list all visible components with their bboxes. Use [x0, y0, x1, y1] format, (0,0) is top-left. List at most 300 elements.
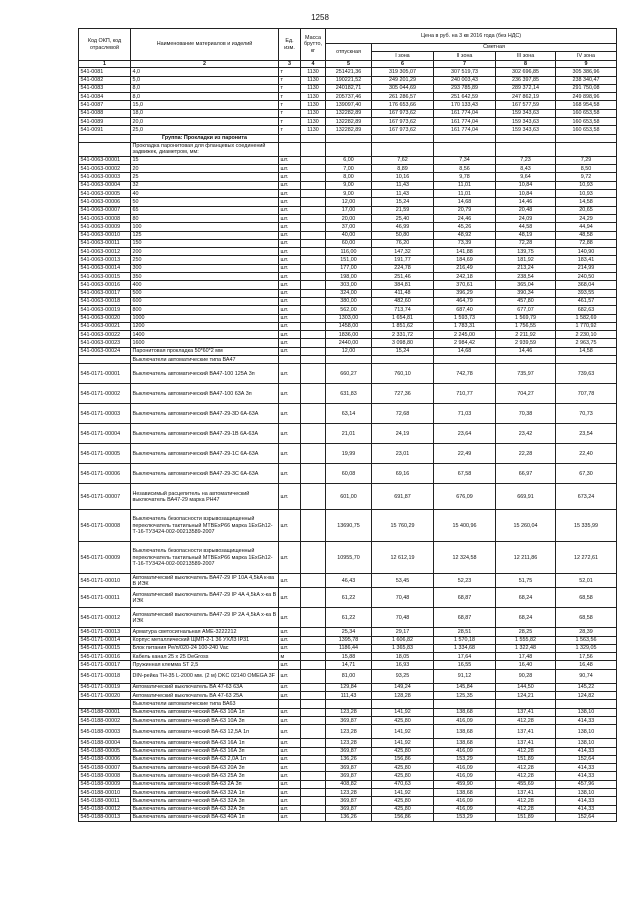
- price-zone3-cell: 1 555,82: [496, 636, 556, 644]
- price-zone2-cell: 242,18: [434, 273, 496, 281]
- name-cell: 125: [131, 231, 279, 239]
- name-cell: 5,0: [131, 76, 279, 84]
- price-zone3-cell: 365,04: [496, 281, 556, 289]
- price-zone1-cell: 425,80: [372, 772, 434, 780]
- mass-cell: [301, 181, 326, 189]
- price-zone2-cell: 161 774,04: [434, 126, 496, 134]
- table-row: [79, 126, 617, 134]
- price-zone1-cell: 425,80: [372, 805, 434, 813]
- price-otpusk-cell: 324,00: [326, 289, 372, 297]
- price-zone4-cell: 9,72: [556, 173, 617, 181]
- price-zone4-cell: 67,30: [556, 464, 617, 484]
- empty-cell: [326, 134, 372, 142]
- price-zone3-cell: 247 862,19: [496, 93, 556, 101]
- table-row: [79, 101, 617, 109]
- price-otpusk-cell: 37,00: [326, 223, 372, 231]
- price-otpusk-cell: 123,28: [326, 789, 372, 797]
- unit-cell: шт.: [279, 755, 301, 763]
- table-row: [79, 322, 617, 330]
- code-cell: 545-0171-00010: [79, 574, 131, 588]
- price-zone1-cell: 1 606,82: [372, 636, 434, 644]
- name-cell: 600: [131, 297, 279, 305]
- price-zone4-cell: 17,56: [556, 653, 617, 661]
- empty-cell: [301, 356, 326, 364]
- price-zone3-cell: 151,89: [496, 755, 556, 763]
- code-cell: 541-0063-00015: [79, 273, 131, 281]
- table-row: [79, 716, 617, 724]
- unit-cell: м: [279, 653, 301, 661]
- price-zone1-cell: 12 612,19: [372, 542, 434, 574]
- mass-cell: [301, 156, 326, 164]
- unit-cell: шт.: [279, 692, 301, 700]
- name-cell: Пружинная клемма ST 2,5: [131, 661, 279, 669]
- price-otpusk-cell: 132282,89: [326, 117, 372, 125]
- empty-cell: [326, 142, 372, 156]
- name-cell: Автоматический выключатель ВА47-29 IP 2А 4,5kA х-ка В ИЭК: [131, 608, 279, 628]
- price-zone3-cell: 412,28: [496, 805, 556, 813]
- mass-cell: [301, 231, 326, 239]
- code-cell: 545-0171-00017: [79, 661, 131, 669]
- table-row: [79, 747, 617, 755]
- price-otpusk-cell: 123,28: [326, 708, 372, 716]
- table-row: [79, 542, 617, 574]
- name-cell: 1600: [131, 339, 279, 347]
- name-cell: Выключатель автомати-ческий ВА-63 32А 3п: [131, 805, 279, 813]
- unit-cell: шт.: [279, 214, 301, 222]
- price-zone1-cell: 167 973,62: [372, 117, 434, 125]
- price-zone1-cell: 425,80: [372, 764, 434, 772]
- index-row: [79, 61, 617, 68]
- table-row: [79, 248, 617, 256]
- name-cell: 15: [131, 156, 279, 164]
- table-row: [79, 404, 617, 424]
- code-cell: 545-0171-00004: [79, 424, 131, 444]
- price-zone1-cell: 425,80: [372, 716, 434, 724]
- mass-cell: [301, 772, 326, 780]
- price-zone4-cell: 15 335,99: [556, 510, 617, 542]
- name-cell: Выключатель автоматический ВА47-100 63А 3п: [131, 384, 279, 404]
- price-zone3-cell: 22,28: [496, 444, 556, 464]
- price-zone2-cell: 9,78: [434, 173, 496, 181]
- empty-cell: [434, 700, 496, 708]
- price-zone2-cell: 138,68: [434, 708, 496, 716]
- code-cell: 541-0082: [79, 76, 131, 84]
- name-cell: Кабель канал 25 х 25 DeGross: [131, 653, 279, 661]
- name-cell: Арматура светосигнальная АМЕ-3222212: [131, 628, 279, 636]
- table-row: [79, 484, 617, 510]
- index-cell: 9: [556, 61, 617, 68]
- unit-cell: шт.: [279, 181, 301, 189]
- price-zone1-cell: 25,40: [372, 214, 434, 222]
- table-row: [79, 708, 617, 716]
- unit-cell: шт.: [279, 797, 301, 805]
- price-zone3-cell: 48,19: [496, 231, 556, 239]
- price-otpusk-cell: 369,87: [326, 764, 372, 772]
- price-zone1-cell: 70,48: [372, 608, 434, 628]
- unit-cell: шт.: [279, 574, 301, 588]
- price-zone2-cell: 52,23: [434, 574, 496, 588]
- table-row: [79, 424, 617, 444]
- price-zone2-cell: 15 400,96: [434, 510, 496, 542]
- empty-cell: [301, 134, 326, 142]
- unit-cell: шт.: [279, 339, 301, 347]
- mass-cell: [301, 190, 326, 198]
- price-otpusk-cell: 111,43: [326, 692, 372, 700]
- price-zone1-cell: 76,20: [372, 239, 434, 247]
- mass-cell: [301, 239, 326, 247]
- header-zone-3: III зона: [496, 52, 556, 61]
- name-cell: Выключатель автоматический ВА47-29-1С 6А-63А: [131, 444, 279, 464]
- name-cell: 250: [131, 256, 279, 264]
- price-zone2-cell: 17,64: [434, 653, 496, 661]
- code-cell: 541-0087: [79, 101, 131, 109]
- index-cell: 2: [131, 61, 279, 68]
- price-otpusk-cell: 139097,40: [326, 101, 372, 109]
- table-row: [79, 306, 617, 314]
- price-zone3-cell: 412,28: [496, 716, 556, 724]
- price-zone1-cell: 24,19: [372, 424, 434, 444]
- price-zone4-cell: 414,33: [556, 747, 617, 755]
- header-zone-4: IV зона: [556, 52, 617, 61]
- price-zone3-cell: 124,21: [496, 692, 556, 700]
- price-otpusk-cell: 7,00: [326, 165, 372, 173]
- code-cell: 545-0171-00008: [79, 510, 131, 542]
- name-cell: Автоматический выключатель ВА47-29 IP 4А 4,5kA х-ка В ИЭК: [131, 588, 279, 608]
- price-zone2-cell: 293 785,89: [434, 84, 496, 92]
- price-zone4-cell: 7,29: [556, 156, 617, 164]
- price-zone4-cell: 707,78: [556, 384, 617, 404]
- table-row: [79, 653, 617, 661]
- empty-cell: [326, 700, 372, 708]
- mass-cell: [301, 780, 326, 788]
- price-zone2-cell: 1 334,68: [434, 644, 496, 652]
- mass-cell: [301, 464, 326, 484]
- mass-cell: [301, 424, 326, 444]
- empty-cell: [301, 700, 326, 708]
- mass-cell: [301, 636, 326, 644]
- header-smetnaya: Сметная: [372, 44, 617, 52]
- price-zone1-cell: 141,92: [372, 789, 434, 797]
- mass-cell: [301, 264, 326, 272]
- price-zone1-cell: 21,59: [372, 206, 434, 214]
- price-otpusk-cell: 408,82: [326, 780, 372, 788]
- unit-cell: шт.: [279, 289, 301, 297]
- table-row: [79, 644, 617, 652]
- unit-cell: шт.: [279, 725, 301, 739]
- price-zone1-cell: 147,32: [372, 248, 434, 256]
- unit-cell: шт.: [279, 444, 301, 464]
- unit-cell: шт.: [279, 165, 301, 173]
- unit-cell: шт.: [279, 306, 301, 314]
- price-zone3-cell: 10,84: [496, 190, 556, 198]
- price-zone4-cell: 138,10: [556, 708, 617, 716]
- price-zone3-cell: 213,24: [496, 264, 556, 272]
- name-cell: 25,0: [131, 126, 279, 134]
- price-zone3-cell: 412,28: [496, 772, 556, 780]
- group-title-ba47: Выключатели автоматические типа ВА47: [131, 356, 279, 364]
- table-row: [79, 764, 617, 772]
- price-zone4-cell: 461,57: [556, 297, 617, 305]
- table-row: [79, 739, 617, 747]
- mass-cell: [301, 223, 326, 231]
- price-otpusk-cell: 2440,00: [326, 339, 372, 347]
- code-cell: 545-0188-00001: [79, 708, 131, 716]
- price-otpusk-cell: 123,28: [326, 739, 372, 747]
- price-zone4-cell: 168 954,58: [556, 101, 617, 109]
- mass-cell: 1130: [301, 68, 326, 76]
- price-zone1-cell: 72,68: [372, 404, 434, 424]
- header-price-title: Цена в руб. на 3 кв 2016 года (без НДС): [326, 29, 617, 44]
- code-cell: 541-0063-00011: [79, 239, 131, 247]
- name-cell: 80: [131, 214, 279, 222]
- price-otpusk-cell: 660,27: [326, 364, 372, 384]
- price-zone4-cell: 305 386,96: [556, 68, 617, 76]
- mass-cell: 1130: [301, 84, 326, 92]
- price-zone3-cell: 457,80: [496, 297, 556, 305]
- mass-cell: [301, 805, 326, 813]
- price-zone2-cell: 464,79: [434, 297, 496, 305]
- unit-cell: шт.: [279, 789, 301, 797]
- code-cell: 541-0063-00003: [79, 173, 131, 181]
- code-cell: 545-0171-00011: [79, 588, 131, 608]
- code-cell: 541-0081: [79, 68, 131, 76]
- code-cell: 541-0063-00016: [79, 281, 131, 289]
- mass-cell: [301, 322, 326, 330]
- price-zone4-cell: 20,65: [556, 206, 617, 214]
- name-cell: 350: [131, 273, 279, 281]
- unit-cell: шт.: [279, 628, 301, 636]
- price-zone2-cell: 28,51: [434, 628, 496, 636]
- price-zone3-cell: 1 569,79: [496, 314, 556, 322]
- price-zone4-cell: 240,50: [556, 273, 617, 281]
- empty-cell: [279, 356, 301, 364]
- price-otpusk-cell: 136,26: [326, 813, 372, 821]
- price-zone3-cell: 1 756,55: [496, 322, 556, 330]
- empty-cell: [279, 142, 301, 156]
- price-zone1-cell: 156,86: [372, 813, 434, 821]
- header-unit: Ед. изм.: [279, 29, 301, 61]
- price-zone3-cell: 68,24: [496, 608, 556, 628]
- code-cell: 541-0089: [79, 117, 131, 125]
- price-zone4-cell: 2 963,75: [556, 339, 617, 347]
- code-cell: 545-0188-00003: [79, 725, 131, 739]
- code-cell: 545-0171-00016: [79, 653, 131, 661]
- price-zone1-cell: 713,74: [372, 306, 434, 314]
- price-zone3-cell: 9,64: [496, 173, 556, 181]
- price-otpusk-cell: 562,00: [326, 306, 372, 314]
- unit-cell: шт.: [279, 588, 301, 608]
- name-cell: Выключатель автоматический ВА47-100 125А 3п: [131, 364, 279, 384]
- code-cell: 541-0063-00005: [79, 190, 131, 198]
- price-zone3-cell: 151,89: [496, 813, 556, 821]
- price-otpusk-cell: 631,83: [326, 384, 372, 404]
- empty-cell: [434, 356, 496, 364]
- mass-cell: [301, 653, 326, 661]
- price-otpusk-cell: 81,00: [326, 669, 372, 683]
- code-cell: 545-0171-00009: [79, 542, 131, 574]
- unit-cell: шт.: [279, 273, 301, 281]
- price-zone2-cell: 71,03: [434, 404, 496, 424]
- name-cell: Выключатель автомати-ческий ВА-63 2А 3п: [131, 780, 279, 788]
- code-cell: 541-0063-00017: [79, 289, 131, 297]
- price-zone3-cell: 669,91: [496, 484, 556, 510]
- table-row: [79, 173, 617, 181]
- price-zone2-cell: 170 133,43: [434, 101, 496, 109]
- price-otpusk-cell: 40,00: [326, 231, 372, 239]
- code-cell: 545-0171-00019: [79, 683, 131, 691]
- price-zone2-cell: 153,29: [434, 813, 496, 821]
- price-zone4-cell: 214,99: [556, 264, 617, 272]
- price-zone3-cell: 139,75: [496, 248, 556, 256]
- header-zone-2: II зона: [434, 52, 496, 61]
- price-zone4-cell: 152,64: [556, 755, 617, 763]
- name-cell: 18,0: [131, 109, 279, 117]
- price-zone1-cell: 16,93: [372, 661, 434, 669]
- mass-cell: 1130: [301, 117, 326, 125]
- table-row: [79, 692, 617, 700]
- code-cell: 545-0171-00020: [79, 692, 131, 700]
- name-cell: 200: [131, 248, 279, 256]
- price-otpusk-cell: 20,00: [326, 214, 372, 222]
- price-zone2-cell: 138,68: [434, 725, 496, 739]
- name-cell: Выключатель автомати-ческий ВА-63 32А 3п: [131, 797, 279, 805]
- unit-cell: т: [279, 126, 301, 134]
- table-row: [79, 813, 617, 821]
- code-cell: 541-0063-00012: [79, 248, 131, 256]
- table-row: [79, 165, 617, 173]
- price-zone2-cell: 161 774,04: [434, 109, 496, 117]
- name-cell: Выключатель автомати-ческий ВА-63 16А 1п: [131, 739, 279, 747]
- price-zone1-cell: 15,24: [372, 198, 434, 206]
- price-zone2-cell: 14,68: [434, 347, 496, 355]
- price-zone1-cell: 470,63: [372, 780, 434, 788]
- price-zone3-cell: 238,54: [496, 273, 556, 281]
- price-zone3-cell: 167 577,59: [496, 101, 556, 109]
- mass-cell: [301, 347, 326, 355]
- name-cell: Выключатель автоматический ВА47-29-3С 6А-63А: [131, 464, 279, 484]
- header-zone-1: I зона: [372, 52, 434, 61]
- name-cell: Выключатель автомати-ческий ВА-63 10А 3п: [131, 716, 279, 724]
- name-cell: 40: [131, 190, 279, 198]
- unit-cell: шт.: [279, 780, 301, 788]
- unit-cell: шт.: [279, 661, 301, 669]
- price-zone3-cell: 137,41: [496, 708, 556, 716]
- price-zone2-cell: 416,09: [434, 764, 496, 772]
- price-zone4-cell: 8,50: [556, 165, 617, 173]
- price-otpusk-cell: 369,87: [326, 747, 372, 755]
- price-zone4-cell: 160 653,58: [556, 117, 617, 125]
- header-otpusk: отпускная: [326, 44, 372, 61]
- price-zone4-cell: 70,73: [556, 404, 617, 424]
- unit-cell: шт.: [279, 198, 301, 206]
- price-zone2-cell: 11,01: [434, 190, 496, 198]
- price-otpusk-cell: 9,00: [326, 190, 372, 198]
- name-cell: 65: [131, 206, 279, 214]
- price-zone4-cell: 24,29: [556, 214, 617, 222]
- mass-cell: [301, 306, 326, 314]
- mass-cell: [301, 297, 326, 305]
- price-zone4-cell: 90,74: [556, 669, 617, 683]
- price-zone1-cell: 261 286,57: [372, 93, 434, 101]
- price-zone4-cell: 673,24: [556, 484, 617, 510]
- price-zone2-cell: 14,68: [434, 198, 496, 206]
- empty-cell: [372, 134, 434, 142]
- price-zone4-cell: 414,33: [556, 805, 617, 813]
- unit-cell: шт.: [279, 239, 301, 247]
- price-otpusk-cell: 60,08: [326, 464, 372, 484]
- code-cell: 541-0063-00009: [79, 223, 131, 231]
- price-zone2-cell: 416,09: [434, 772, 496, 780]
- table-row: [79, 264, 617, 272]
- name-cell: Выключатель автомати-ческий ВА-63 32А 1п: [131, 789, 279, 797]
- table-row: [79, 797, 617, 805]
- price-zone2-cell: 24,46: [434, 214, 496, 222]
- price-zone1-cell: 760,10: [372, 364, 434, 384]
- price-zone4-cell: 160 653,58: [556, 126, 617, 134]
- price-zone2-cell: 1 593,73: [434, 314, 496, 322]
- price-otpusk-cell: 123,28: [326, 725, 372, 739]
- unit-cell: шт.: [279, 248, 301, 256]
- table-row: [79, 347, 617, 355]
- price-zone3-cell: 14,46: [496, 347, 556, 355]
- name-cell: Выключатель автомати-ческий ВА-63 20А 3п: [131, 764, 279, 772]
- mass-cell: [301, 384, 326, 404]
- price-zone3-cell: 14,46: [496, 198, 556, 206]
- empty-cell: [434, 142, 496, 156]
- price-otpusk-cell: 15,88: [326, 653, 372, 661]
- table-row: [79, 780, 617, 788]
- unit-cell: шт.: [279, 297, 301, 305]
- price-zone2-cell: 184,69: [434, 256, 496, 264]
- table-row: [79, 608, 617, 628]
- price-zone4-cell: 291 750,08: [556, 84, 617, 92]
- table-row: [79, 281, 617, 289]
- mass-cell: [301, 755, 326, 763]
- price-zone3-cell: 72,28: [496, 239, 556, 247]
- price-zone3-cell: 15 260,04: [496, 510, 556, 542]
- code-cell: 545-0188-00010: [79, 789, 131, 797]
- price-otpusk-cell: 303,00: [326, 281, 372, 289]
- price-zone4-cell: 160 653,58: [556, 109, 617, 117]
- price-otpusk-cell: 116,00: [326, 248, 372, 256]
- code-cell: 545-0188-00008: [79, 772, 131, 780]
- mass-cell: 1130: [301, 101, 326, 109]
- price-zone3-cell: 159 343,63: [496, 109, 556, 117]
- name-cell: 1200: [131, 322, 279, 330]
- mass-cell: [301, 797, 326, 805]
- price-zone1-cell: 128,28: [372, 692, 434, 700]
- mass-cell: [301, 747, 326, 755]
- price-zone1-cell: 50,80: [372, 231, 434, 239]
- price-zone1-cell: 1 851,62: [372, 322, 434, 330]
- empty-cell: [496, 356, 556, 364]
- mass-cell: [301, 716, 326, 724]
- price-otpusk-cell: 21,01: [326, 424, 372, 444]
- price-zone2-cell: 68,87: [434, 588, 496, 608]
- price-otpusk-cell: 1186,44: [326, 644, 372, 652]
- code-cell: 545-0188-00013: [79, 813, 131, 821]
- price-otpusk-cell: 61,22: [326, 588, 372, 608]
- group-subtitle-gaskets: Прокладка паронитовая для фланцевых соединений задвижек, диаметром, мм:: [131, 142, 279, 156]
- price-zone2-cell: 23,64: [434, 424, 496, 444]
- price-zone3-cell: 8,43: [496, 165, 556, 173]
- name-cell: Паронитовая прокладка 50*60*2 мм: [131, 347, 279, 355]
- mass-cell: 1130: [301, 76, 326, 84]
- unit-cell: шт.: [279, 314, 301, 322]
- price-zone3-cell: 12 211,86: [496, 542, 556, 574]
- table-row: [79, 725, 617, 739]
- price-otpusk-cell: 14,71: [326, 661, 372, 669]
